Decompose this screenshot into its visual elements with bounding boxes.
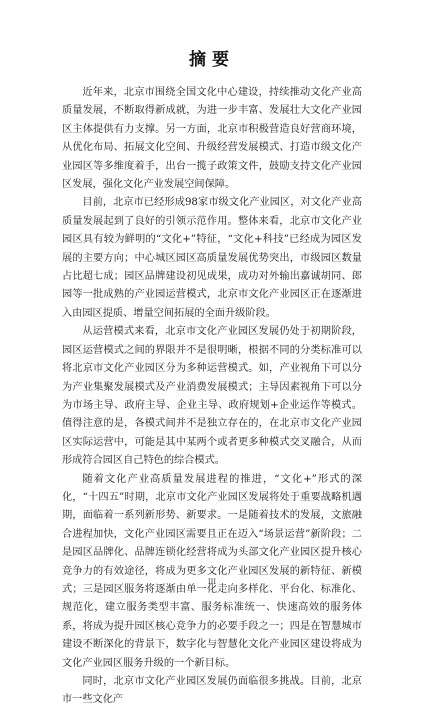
page-title: 摘要 — [189, 50, 235, 70]
page-number: III — [207, 578, 217, 586]
paragraph-5: 同时，北京市文化产业园区发展仍面临很多挑战。目前，北京市一些文化产 — [62, 676, 362, 706]
paragraph-1: 近年来，北京市围绕全国文化中心建设，持续推动文化产业高质量发展，不断取得新成就，为进一步丰富、发展壮大文化产业园区主体提供有力支撑。另一方面，北京市积极营造良好营商环境，从优化布局、拓展文化空间、升级经营发展模式、打造市级文化产业园区等多维度着手，出台一揽子政策文件，鼓励支持文化产业园区发展，强化文化产业发展空间保障。 — [62, 87, 362, 191]
paragraph-2: 目前，北京市已经形成98家市级文化产业园区，对文化产业高质量发展起到了良好的引领示范作用。整体来看，北京市文化产业园区具有较为鲜明的“文化+”特征，“文化+科技”已经成为园区发展的主要方向；中心城区园区高质量发展优势突出，市级园区数量占比超七成；园区品牌建设初见成果，成功对外输出嘉诚胡同、郎园等一批成熟的产业园运营模式，北京市文化产业园区正在逐渐进入由园区提质、增量空间拓展的全面升级阶段。 — [62, 197, 362, 319]
paragraph-4: 随着文化产业高质量发展进程的推进，“文化+”形式的深化，“十四五”时期，北京市文化产业园区发展将处于重要战略机遇期，面临着一系列新形势、新要求。一是随着技术的发展，文旅融合进程加快，文化产业园区需要且正在迈入“场景运营”新阶段；二是园区品牌化、品牌连锁化经营将成为头部文化产业园区提升核心竞争力的有效途径，将成为更多文化产业园区发展的新特征、新模式；三是园区服务将逐渐由单一化走向多样化、平台化、标准化、规范化，建立服务类型丰富、服务标准统一、快速高效的服务体系，将成为提升园区核心竞争力的必要手段之一；四是在智慧城市建设不断深化的背景下，数字化与智慧化文化产业园区建设将成为文化产业园区服务升级的一个新目标。 — [62, 473, 362, 669]
paragraph-3: 从运营模式来看，北京市文化产业园区发展仍处于初期阶段，园区运营模式之间的界限并不是很明晰，根据不同的分类标准可以将北京市文化产业园区分为多种运营模式。如，产业视角下可以分为产业集聚发展模式及产业消费发展模式；主导因素视角下可以分为市场主导、政府主导、企业主导、政府规划+企业运作等模式。值得注意的是，各模式间并不是独立存在的，在北京市文化产业园区实际运营中，可能是其中某两个或者更多种模式交叉融合，从而形成符合园区自己特色的综合模式。 — [62, 326, 362, 467]
